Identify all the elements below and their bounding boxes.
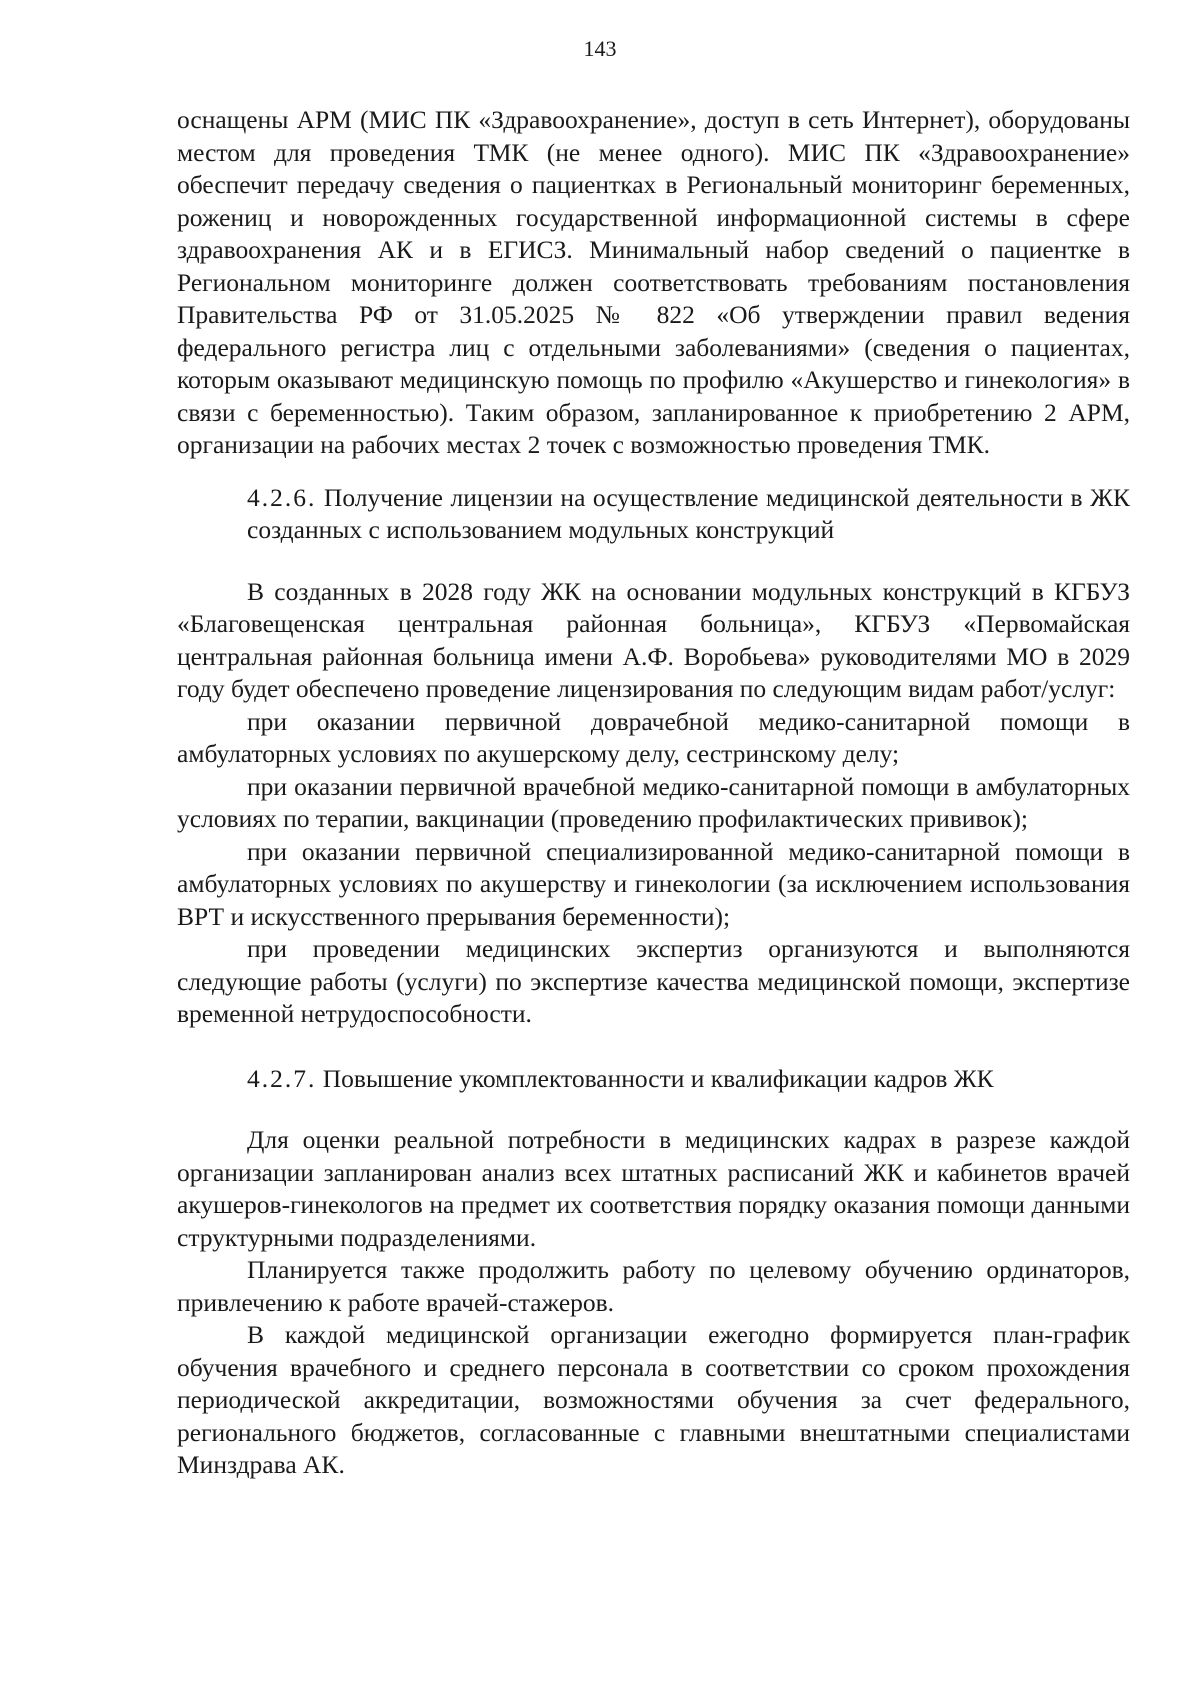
page-number: 143 <box>583 36 617 61</box>
list-item-medical-expertise: при проведении медицинских экспертиз организуются и выполняются следующие работы (услуги) по экспертизе качества медицинской помощи, экспертизе временной нетрудоспособности. <box>177 934 1130 1028</box>
list-item-primary-care: при оказании первичной врачебной медико-санитарной помощи в амбулаторных условиях по терапии, вакцинации (проведению профилактических прививок); <box>177 771 1130 833</box>
list-item-prehospital-care: при оказании первичной доврачебной медико-санитарной помощи в амбулаторных условиях по акушерскому делу, сестринскому делу; <box>177 706 1130 768</box>
paragraph-staffing-analysis: Для оценки реальной потребности в медицинских кадрах в разрезе каждой организации запланирован анализ всех штатных расписаний ЖК и кабинетов врачей акушеров-гинекологов на предмет их соответствия порядку оказания помощи данными структурными подразделениями. <box>177 1125 1130 1252</box>
section-title: Повышение укомплектованности и квалификации кадров ЖК <box>322 1063 994 1093</box>
paragraph-licensing-intro: В созданных в 2028 году ЖК на основании модульных конструкций в КГБУЗ «Благовещенская центральная районная больница», КГБУЗ «Первомайская центральная районная больница имени А.Ф. Воробьева» руководителями МО в 2029 году будет обеспечено проведение лицензирования по следующим видам работ/услуг: <box>177 576 1130 703</box>
paragraph-targeted-training: Планируется также продолжить работу по целевому обучению ординаторов, привлечению к работе врачей-стажеров. <box>177 1255 1130 1317</box>
paragraph-training-schedule: В каждой медицинской организации ежегодно формируется план-график обучения врачебного и среднего персонала в соответствии со сроком прохождения периодической аккредитации, возможностями обучения за счет федерального, регионального бюджетов, согласованные с главными внештатными специалистами Минздрава АК. <box>177 1320 1130 1479</box>
section-title: Получение лицензии на осуществление медицинской деятельности в ЖК созданных с использованием модульных конструкций <box>247 482 1130 544</box>
list-item-specialized-care: при оказании первичной специализированной медико-санитарной помощи в амбулаторных условиях по акушерству и гинекологии (за исключением использования ВРТ и искусственного прерывания беременности); <box>177 836 1130 931</box>
section-number: 4.2.7. <box>247 1063 317 1093</box>
section-heading-4-2-7 <box>177 1063 1130 1096</box>
document-body <box>177 104 1130 1482</box>
section-number: 4.2.6. <box>247 482 317 512</box>
paragraph-arm-equipment: оснащены АРМ (МИС ПК «Здравоохранение», доступ в сеть Интернет), оборудованы местом для проведения ТМК (не менее одного). МИС ПК «Здравоохранение» обеспечит передачу сведения о пациентках в Региональный мониторинг беременных, рожениц и новорожденных государственной информационной системы в сфере здравоохранения АК и в ЕГИСЗ. Минимальный набор сведений о пациентке в Региональном мониторинге должен соответствовать требованиям постановления Правительства РФ от 31.05.2025 № 822 «Об утверждении правил ведения федерального регистра лиц с отдельными заболеваниями» (сведения о пациентах, которым оказывают медицинскую помощь по профилю «Акушерство и гинекология» в связи с беременностью). Таким образом, запланированное к приобретению 2 АРМ, организации на рабочих местах 2 точек с возможностью проведения ТМК. <box>177 105 1130 459</box>
section-heading-4-2-6 <box>177 482 1130 547</box>
